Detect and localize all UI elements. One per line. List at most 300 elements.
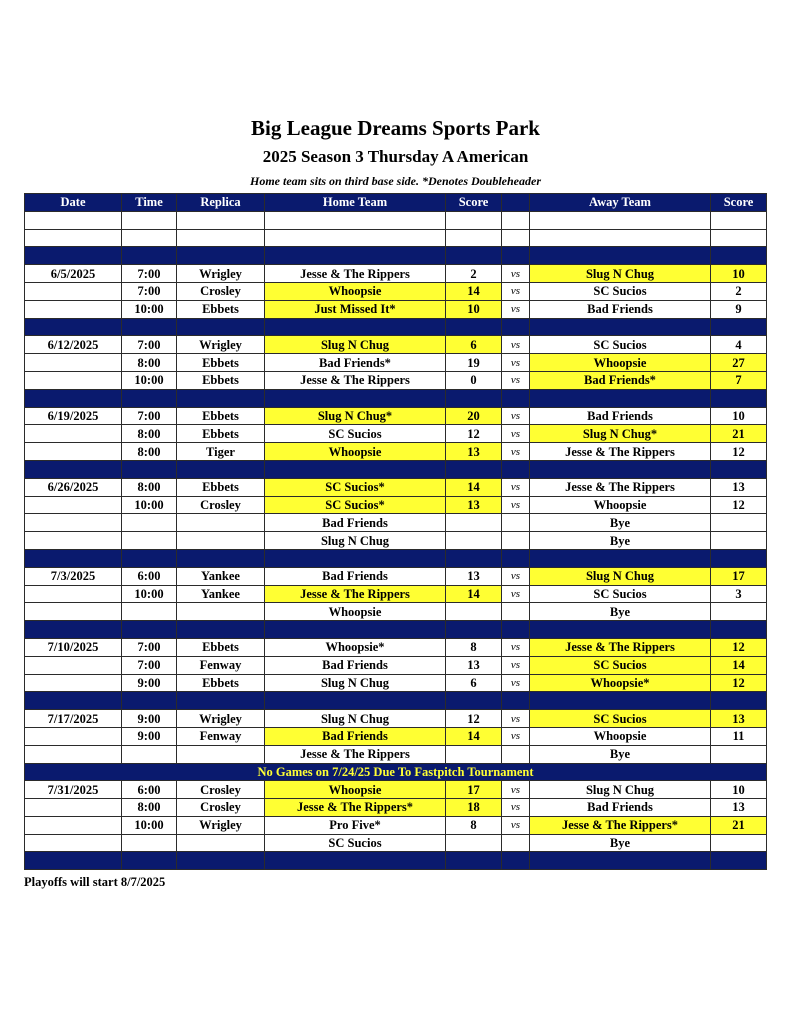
away-team-cell: Jesse & The Rippers*	[530, 816, 711, 834]
table-row	[25, 282, 767, 300]
time-cell: 8:00	[122, 799, 177, 817]
home-score-cell: 13	[446, 567, 502, 585]
page-title: Big League Dreams Sports Park	[251, 116, 540, 140]
replica-cell	[177, 532, 265, 550]
separator-cell	[502, 247, 530, 265]
away-score-cell: 11	[711, 727, 767, 745]
home-score-cell: 19	[446, 354, 502, 372]
vs-cell	[502, 745, 530, 763]
column-header-away-score: Score	[711, 194, 767, 212]
time-cell: 7:00	[122, 336, 177, 354]
separator-cell	[122, 389, 177, 407]
separator-cell	[446, 318, 502, 336]
separator-cell	[122, 460, 177, 478]
away-team-cell: Bad Friends	[530, 300, 711, 318]
separator-cell	[711, 549, 767, 567]
replica-cell: Ebbets	[177, 300, 265, 318]
home-score-cell	[446, 514, 502, 532]
time-cell	[122, 745, 177, 763]
date-cell: 6/12/2025	[25, 336, 122, 354]
replica-cell: Crosley	[177, 282, 265, 300]
separator-cell	[25, 389, 122, 407]
week-separator-row	[25, 549, 767, 567]
vs-cell: vs	[502, 496, 530, 514]
home-team-cell: Jesse & The Rippers	[265, 745, 446, 763]
separator-cell	[265, 460, 446, 478]
date-cell	[25, 282, 122, 300]
replica-cell: Wrigley	[177, 336, 265, 354]
home-team-cell: Whoopsie	[265, 282, 446, 300]
replica-cell: Crosley	[177, 799, 265, 817]
vs-cell: vs	[502, 354, 530, 372]
time-cell: 6:00	[122, 781, 177, 799]
separator-cell	[502, 692, 530, 710]
home-team-cell: Jesse & The Rippers	[265, 265, 446, 283]
vs-cell: vs	[502, 336, 530, 354]
time-cell: 7:00	[122, 265, 177, 283]
separator-cell	[265, 692, 446, 710]
separator-cell	[502, 460, 530, 478]
replica-cell: Yankee	[177, 567, 265, 585]
away-score-cell: 10	[711, 781, 767, 799]
vs-cell: vs	[502, 638, 530, 656]
away-team-cell: SC Sucios	[530, 336, 711, 354]
vs-cell: vs	[502, 282, 530, 300]
week-separator-row	[25, 852, 767, 870]
blank-cell	[502, 229, 530, 247]
date-cell: 7/10/2025	[25, 638, 122, 656]
away-score-cell	[711, 514, 767, 532]
date-cell	[25, 585, 122, 603]
replica-cell: Ebbets	[177, 674, 265, 692]
separator-cell	[711, 247, 767, 265]
table-row	[25, 514, 767, 532]
home-score-cell: 0	[446, 371, 502, 389]
separator-cell	[25, 692, 122, 710]
date-cell	[25, 674, 122, 692]
home-score-cell	[446, 603, 502, 621]
vs-cell: vs	[502, 567, 530, 585]
blank-cell	[25, 211, 122, 229]
home-score-cell: 12	[446, 425, 502, 443]
time-cell: 7:00	[122, 656, 177, 674]
table-row	[25, 443, 767, 461]
vs-cell: vs	[502, 710, 530, 728]
home-score-cell: 6	[446, 674, 502, 692]
date-cell	[25, 799, 122, 817]
date-cell	[25, 496, 122, 514]
separator-cell	[177, 247, 265, 265]
home-score-cell: 13	[446, 496, 502, 514]
away-score-cell: 2	[711, 282, 767, 300]
away-team-cell: Jesse & The Rippers	[530, 443, 711, 461]
date-cell	[25, 834, 122, 852]
time-cell: 8:00	[122, 478, 177, 496]
blank-row	[25, 211, 767, 229]
away-team-cell: Slug N Chug*	[530, 425, 711, 443]
separator-cell	[122, 318, 177, 336]
separator-cell	[177, 318, 265, 336]
column-header-away-team: Away Team	[530, 194, 711, 212]
blank-cell	[25, 229, 122, 247]
date-cell	[25, 371, 122, 389]
no-games-note: No Games on 7/24/25 Due To Fastpitch Tournament	[25, 763, 767, 781]
away-team-cell: Bye	[530, 745, 711, 763]
replica-cell	[177, 603, 265, 621]
separator-cell	[25, 549, 122, 567]
away-score-cell	[711, 603, 767, 621]
away-team-cell: Whoopsie	[530, 354, 711, 372]
vs-cell: vs	[502, 585, 530, 603]
away-team-cell: Bye	[530, 603, 711, 621]
separator-cell	[177, 389, 265, 407]
vs-cell: vs	[502, 781, 530, 799]
away-team-cell: SC Sucios	[530, 656, 711, 674]
time-cell: 7:00	[122, 638, 177, 656]
blank-cell	[265, 229, 446, 247]
blank-cell	[711, 229, 767, 247]
time-cell: 8:00	[122, 425, 177, 443]
table-row	[25, 656, 767, 674]
home-score-cell	[446, 745, 502, 763]
away-score-cell: 10	[711, 265, 767, 283]
separator-cell	[530, 318, 711, 336]
separator-cell	[530, 389, 711, 407]
week-separator-row	[25, 460, 767, 478]
away-score-cell	[711, 745, 767, 763]
separator-cell	[711, 460, 767, 478]
separator-cell	[446, 852, 502, 870]
home-team-cell: Whoopsie	[265, 443, 446, 461]
home-team-cell: Slug N Chug	[265, 532, 446, 550]
separator-cell	[177, 460, 265, 478]
separator-cell	[530, 852, 711, 870]
separator-cell	[122, 852, 177, 870]
date-cell	[25, 354, 122, 372]
away-team-cell: SC Sucios	[530, 282, 711, 300]
vs-cell	[502, 834, 530, 852]
date-cell	[25, 443, 122, 461]
time-cell: 9:00	[122, 710, 177, 728]
separator-cell	[446, 621, 502, 639]
home-team-cell: Slug N Chug	[265, 336, 446, 354]
replica-cell: Crosley	[177, 781, 265, 799]
separator-cell	[25, 318, 122, 336]
separator-cell	[265, 852, 446, 870]
home-score-cell: 2	[446, 265, 502, 283]
home-team-cell: Just Missed It*	[265, 300, 446, 318]
vs-cell	[502, 532, 530, 550]
date-cell	[25, 656, 122, 674]
separator-cell	[25, 247, 122, 265]
home-score-cell: 13	[446, 443, 502, 461]
away-team-cell: Bad Friends*	[530, 371, 711, 389]
home-team-cell: SC Sucios	[265, 834, 446, 852]
vs-cell: vs	[502, 478, 530, 496]
separator-cell	[502, 549, 530, 567]
replica-cell: Crosley	[177, 496, 265, 514]
time-cell	[122, 532, 177, 550]
home-team-cell: Jesse & The Rippers	[265, 371, 446, 389]
blank-cell	[446, 211, 502, 229]
vs-cell: vs	[502, 727, 530, 745]
date-cell	[25, 603, 122, 621]
away-score-cell: 13	[711, 799, 767, 817]
replica-cell	[177, 834, 265, 852]
away-score-cell: 21	[711, 425, 767, 443]
home-team-cell: SC Sucios*	[265, 478, 446, 496]
table-row	[25, 371, 767, 389]
no-games-row	[25, 763, 767, 781]
away-score-cell	[711, 532, 767, 550]
table-row	[25, 496, 767, 514]
replica-cell	[177, 514, 265, 532]
table-row	[25, 834, 767, 852]
time-cell: 10:00	[122, 585, 177, 603]
separator-cell	[530, 692, 711, 710]
replica-cell: Ebbets	[177, 478, 265, 496]
date-cell	[25, 514, 122, 532]
date-cell: 7/3/2025	[25, 567, 122, 585]
replica-cell: Yankee	[177, 585, 265, 603]
table-row	[25, 674, 767, 692]
home-team-cell: Bad Friends*	[265, 354, 446, 372]
blank-cell	[122, 229, 177, 247]
home-team-cell: Slug N Chug*	[265, 407, 446, 425]
away-team-cell: Slug N Chug	[530, 265, 711, 283]
home-score-cell: 8	[446, 638, 502, 656]
separator-cell	[530, 460, 711, 478]
replica-cell: Ebbets	[177, 638, 265, 656]
away-score-cell: 4	[711, 336, 767, 354]
home-team-cell: Slug N Chug	[265, 674, 446, 692]
separator-cell	[122, 621, 177, 639]
separator-cell	[446, 460, 502, 478]
time-cell: 10:00	[122, 816, 177, 834]
table-row	[25, 727, 767, 745]
separator-cell	[177, 852, 265, 870]
vs-cell: vs	[502, 425, 530, 443]
home-score-cell: 14	[446, 727, 502, 745]
time-cell: 9:00	[122, 727, 177, 745]
week-separator-row	[25, 389, 767, 407]
vs-cell: vs	[502, 656, 530, 674]
time-cell: 10:00	[122, 496, 177, 514]
replica-cell	[177, 745, 265, 763]
replica-cell: Fenway	[177, 727, 265, 745]
date-cell	[25, 816, 122, 834]
home-team-cell: Bad Friends	[265, 567, 446, 585]
separator-cell	[502, 389, 530, 407]
away-team-cell: Jesse & The Rippers	[530, 638, 711, 656]
home-team-cell: Bad Friends	[265, 656, 446, 674]
home-team-cell: Bad Friends	[265, 514, 446, 532]
away-team-cell: Whoopsie	[530, 496, 711, 514]
table-row	[25, 336, 767, 354]
home-team-cell: Jesse & The Rippers*	[265, 799, 446, 817]
time-cell: 9:00	[122, 674, 177, 692]
table-row	[25, 425, 767, 443]
vs-cell	[502, 514, 530, 532]
away-team-cell: Jesse & The Rippers	[530, 478, 711, 496]
column-header-vs	[502, 194, 530, 212]
away-team-cell: SC Sucios	[530, 710, 711, 728]
away-score-cell: 21	[711, 816, 767, 834]
vs-cell	[502, 603, 530, 621]
replica-cell: Wrigley	[177, 710, 265, 728]
separator-cell	[530, 247, 711, 265]
home-team-cell: Bad Friends	[265, 727, 446, 745]
date-cell	[25, 532, 122, 550]
date-cell	[25, 727, 122, 745]
away-score-cell: 17	[711, 567, 767, 585]
schedule-table	[24, 193, 767, 870]
separator-cell	[122, 247, 177, 265]
home-score-cell: 8	[446, 816, 502, 834]
blank-cell	[502, 211, 530, 229]
away-score-cell: 14	[711, 656, 767, 674]
separator-cell	[177, 692, 265, 710]
date-cell: 7/17/2025	[25, 710, 122, 728]
table-row	[25, 781, 767, 799]
away-team-cell: Slug N Chug	[530, 781, 711, 799]
away-team-cell: Slug N Chug	[530, 567, 711, 585]
blank-cell	[530, 211, 711, 229]
separator-cell	[265, 318, 446, 336]
vs-cell: vs	[502, 799, 530, 817]
table-row	[25, 407, 767, 425]
vs-cell: vs	[502, 265, 530, 283]
separator-cell	[265, 621, 446, 639]
time-cell	[122, 834, 177, 852]
replica-cell: Ebbets	[177, 425, 265, 443]
away-score-cell: 3	[711, 585, 767, 603]
home-score-cell: 13	[446, 656, 502, 674]
time-cell	[122, 514, 177, 532]
date-cell	[25, 300, 122, 318]
separator-cell	[711, 389, 767, 407]
week-separator-row	[25, 621, 767, 639]
schedule-note: Home team sits on third base side. *Denotes Doubleheader	[250, 174, 541, 188]
vs-cell: vs	[502, 407, 530, 425]
table-row	[25, 354, 767, 372]
date-cell: 6/5/2025	[25, 265, 122, 283]
column-header-home-team: Home Team	[265, 194, 446, 212]
time-cell: 10:00	[122, 300, 177, 318]
separator-cell	[25, 852, 122, 870]
table-row	[25, 799, 767, 817]
away-score-cell: 12	[711, 638, 767, 656]
separator-cell	[122, 692, 177, 710]
home-score-cell: 14	[446, 282, 502, 300]
home-score-cell: 10	[446, 300, 502, 318]
week-separator-row	[25, 692, 767, 710]
playoffs-note: Playoffs will start 8/7/2025	[24, 875, 166, 889]
separator-cell	[502, 852, 530, 870]
replica-cell: Ebbets	[177, 407, 265, 425]
column-header-date: Date	[25, 194, 122, 212]
vs-cell: vs	[502, 371, 530, 389]
home-score-cell	[446, 834, 502, 852]
home-score-cell: 6	[446, 336, 502, 354]
vs-cell: vs	[502, 443, 530, 461]
separator-cell	[177, 549, 265, 567]
table-row	[25, 745, 767, 763]
home-team-cell: SC Sucios	[265, 425, 446, 443]
home-score-cell: 12	[446, 710, 502, 728]
separator-cell	[502, 318, 530, 336]
home-team-cell: Whoopsie	[265, 603, 446, 621]
separator-cell	[122, 549, 177, 567]
table-row	[25, 567, 767, 585]
table-row	[25, 638, 767, 656]
replica-cell: Ebbets	[177, 354, 265, 372]
away-score-cell: 7	[711, 371, 767, 389]
blank-cell	[265, 211, 446, 229]
separator-cell	[446, 389, 502, 407]
away-score-cell: 9	[711, 300, 767, 318]
home-team-cell: Slug N Chug	[265, 710, 446, 728]
away-score-cell: 12	[711, 496, 767, 514]
home-score-cell: 14	[446, 585, 502, 603]
separator-cell	[265, 247, 446, 265]
separator-cell	[711, 318, 767, 336]
away-score-cell	[711, 834, 767, 852]
away-team-cell: Bye	[530, 514, 711, 532]
home-score-cell: 17	[446, 781, 502, 799]
separator-cell	[446, 247, 502, 265]
table-row	[25, 816, 767, 834]
table-row	[25, 585, 767, 603]
away-score-cell: 27	[711, 354, 767, 372]
time-cell: 7:00	[122, 407, 177, 425]
table-header-row	[25, 194, 767, 212]
separator-cell	[25, 460, 122, 478]
date-cell: 7/31/2025	[25, 781, 122, 799]
away-team-cell: SC Sucios	[530, 585, 711, 603]
time-cell: 10:00	[122, 371, 177, 389]
blank-cell	[711, 211, 767, 229]
blank-cell	[177, 211, 265, 229]
away-score-cell: 10	[711, 407, 767, 425]
table-row	[25, 603, 767, 621]
home-team-cell: Whoopsie	[265, 781, 446, 799]
time-cell: 7:00	[122, 282, 177, 300]
away-team-cell: Bye	[530, 834, 711, 852]
table-row	[25, 300, 767, 318]
home-team-cell: Pro Five*	[265, 816, 446, 834]
column-header-replica: Replica	[177, 194, 265, 212]
blank-cell	[446, 229, 502, 247]
replica-cell: Fenway	[177, 656, 265, 674]
away-score-cell: 13	[711, 710, 767, 728]
home-score-cell: 20	[446, 407, 502, 425]
schedule-body	[25, 211, 767, 869]
blank-cell	[122, 211, 177, 229]
separator-cell	[25, 621, 122, 639]
home-score-cell	[446, 532, 502, 550]
vs-cell: vs	[502, 816, 530, 834]
away-score-cell: 12	[711, 674, 767, 692]
replica-cell: Ebbets	[177, 371, 265, 389]
separator-cell	[530, 549, 711, 567]
column-header-time: Time	[122, 194, 177, 212]
page-subtitle: 2025 Season 3 Thursday A American	[262, 147, 529, 166]
table-row	[25, 710, 767, 728]
replica-cell: Tiger	[177, 443, 265, 461]
home-score-cell: 14	[446, 478, 502, 496]
week-separator-row	[25, 247, 767, 265]
